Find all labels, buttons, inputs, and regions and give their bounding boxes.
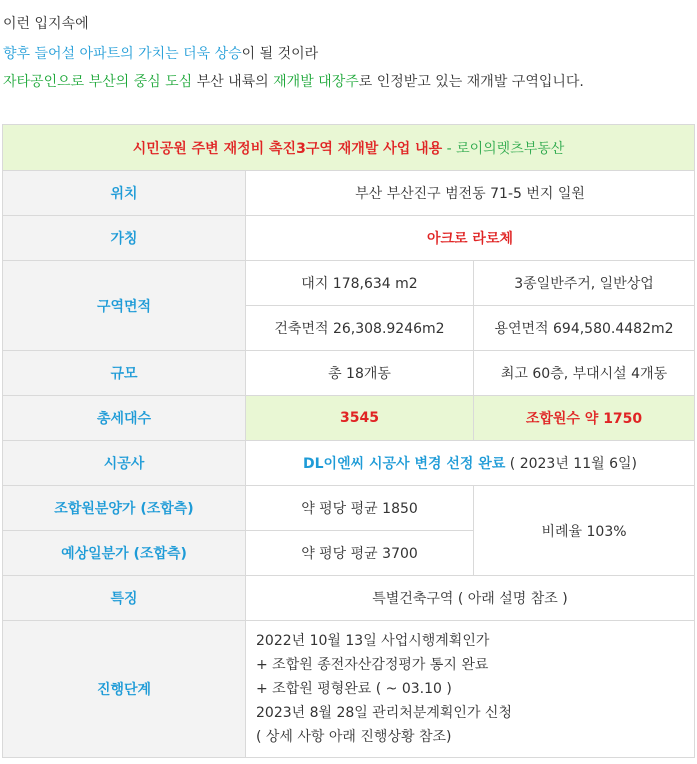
progress-line: 2023년 8월 28일 관리처분계획인가 신청 (256, 705, 512, 721)
table-row-location (3, 171, 695, 216)
name-label: 가칭 (3, 216, 246, 261)
area-building: 건축면적 26,308.9246m2 (246, 306, 474, 351)
progress-value (246, 621, 695, 758)
table-row-scale (3, 351, 695, 396)
table-row-area-1 (3, 261, 695, 306)
progress-line: ( 상세 사항 아래 진행상황 참조) (256, 729, 452, 745)
intro-line-3-mid: 부산 내륙의 (192, 74, 274, 90)
intro-highlight-center: 자타공인으로 부산의 중심 도심 (3, 74, 193, 90)
table-header-row (3, 125, 695, 171)
table-title-main: 시민공원 주변 재정비 촉진3구역 재개발 사업 내용 (132, 140, 443, 157)
scale-label: 규모 (3, 351, 246, 396)
area-zoning: 3종일반주거, 일반상업 (474, 261, 695, 306)
members-value: 조합원수 약 1750 (474, 396, 695, 441)
households-label: 총세대수 (3, 396, 246, 441)
builder-label: 시공사 (3, 441, 246, 486)
intro-line-2-rest: 이 될 것이라 (241, 46, 319, 62)
progress-line: 2022년 10월 13일 사업시행계획인가 (256, 633, 490, 649)
builder-date: ( 2023년 11월 6일) (505, 456, 637, 472)
intro-line-2 (3, 43, 318, 63)
general-price-value: 약 평당 평균 3700 (246, 531, 474, 576)
table-row-feature (3, 576, 695, 621)
location-label: 위치 (3, 171, 246, 216)
table-title (3, 125, 695, 171)
table-row-progress (3, 621, 695, 758)
scale-floors: 최고 60층, 부대시설 4개동 (474, 351, 695, 396)
progress-label: 진행단계 (3, 621, 246, 758)
progress-line: + 조합원 종전자산감정평가 통지 완료 (256, 657, 489, 673)
builder-value: DL이엔씨 시공사 변경 선정 완료 (303, 456, 506, 472)
households-value: 3545 (246, 396, 474, 441)
intro-line-3-rest: 로 인정받고 있는 재개발 구역입니다. (358, 74, 584, 90)
area-label: 구역면적 (3, 261, 246, 351)
table-row-builder (3, 441, 695, 486)
builder-cell (246, 441, 695, 486)
table-title-source: - 로이의렛츠부동산 (442, 140, 565, 157)
member-price-value: 약 평당 평균 1850 (246, 486, 474, 531)
location-value: 부산 부산진구 범전동 71-5 번지 일원 (246, 171, 695, 216)
scale-buildings: 총 18개동 (246, 351, 474, 396)
table-row-name (3, 216, 695, 261)
feature-label: 특징 (3, 576, 246, 621)
area-floor: 용연면적 694,580.4482m2 (474, 306, 695, 351)
ratio-value: 비례율 103% (474, 486, 695, 576)
intro-highlight-leader: 재개발 대장주 (273, 74, 359, 90)
intro-line-1 (3, 13, 89, 33)
project-info-table (2, 124, 695, 758)
table-row-households (3, 396, 695, 441)
intro-highlight-value: 향후 들어설 아파트의 가치는 더욱 상승 (3, 46, 242, 62)
progress-line: + 조합원 평형완료 ( ~ 03.10 ) (256, 681, 452, 697)
intro-line-1-text: 이런 입지속에 (3, 16, 89, 32)
name-value: 아크로 라로체 (246, 216, 695, 261)
area-land: 대지 178,634 m2 (246, 261, 474, 306)
table-row-member-price (3, 486, 695, 531)
general-price-label: 예상일분가 (조합측) (3, 531, 246, 576)
feature-value: 특별건축구역 ( 아래 설명 참조 ) (246, 576, 695, 621)
intro-line-3 (3, 71, 584, 91)
member-price-label: 조합원분양가 (조합측) (3, 486, 246, 531)
